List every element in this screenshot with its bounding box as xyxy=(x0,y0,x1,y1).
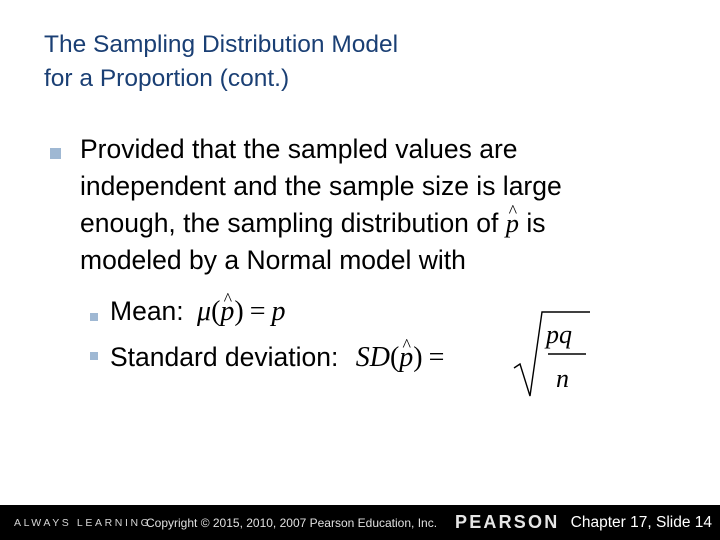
mu-symbol: μ xyxy=(197,296,212,327)
body-line-2: independent and the sample size is large xyxy=(80,171,562,201)
sd-equals: = xyxy=(428,342,445,373)
p-hat-symbol: ^ p xyxy=(506,205,519,242)
pearson-logo: PEARSON xyxy=(455,512,560,532)
sd-func: SD xyxy=(355,342,390,373)
sub-bullet-square-icon xyxy=(90,352,98,360)
sub-bullet-square-icon xyxy=(90,313,98,321)
sd-label: Standard deviation: xyxy=(110,342,339,372)
fraction-numerator: pq xyxy=(546,320,572,349)
mean-open-paren: ( xyxy=(211,296,221,327)
footer-bar xyxy=(0,505,720,540)
chapter-slide-number: Chapter 17, Slide 14 xyxy=(570,514,712,531)
body-line-3 xyxy=(80,205,546,242)
footer-copyright: Copyright © 2015, 2010, 2007 Pearson Education, Inc. xyxy=(146,516,438,530)
bullet-square-icon xyxy=(50,148,61,159)
mean-item xyxy=(110,293,286,330)
slide-title xyxy=(44,28,398,96)
body-line-4: modeled by a Normal model with xyxy=(80,245,466,275)
mean-equals: = xyxy=(249,296,266,327)
fraction-denominator: n xyxy=(556,364,569,393)
body-line-3-text: enough, the sampling distribution of xyxy=(80,208,506,238)
body-line-3-end: is xyxy=(519,208,546,238)
mean-formula xyxy=(197,296,286,327)
mean-label: Mean: xyxy=(110,296,184,326)
sd-p-hat: ^ p xyxy=(399,339,413,376)
sd-open-paren: ( xyxy=(389,342,400,373)
footer-tagline: ALWAYS LEARNING xyxy=(14,517,152,529)
sd-close-paren: ) xyxy=(413,342,423,373)
mean-rhs: p xyxy=(271,296,286,327)
sd-item xyxy=(110,339,444,376)
slide-title-line-1: The Sampling Distribution Model xyxy=(44,31,399,58)
mean-p-hat: ^ p xyxy=(220,293,234,330)
mean-close-paren: ) xyxy=(234,296,244,327)
sd-formula xyxy=(356,342,445,373)
body-line-1: Provided that the sampled values are xyxy=(80,134,518,164)
slide-title-line-2: for a Proportion (cont.) xyxy=(44,65,290,92)
